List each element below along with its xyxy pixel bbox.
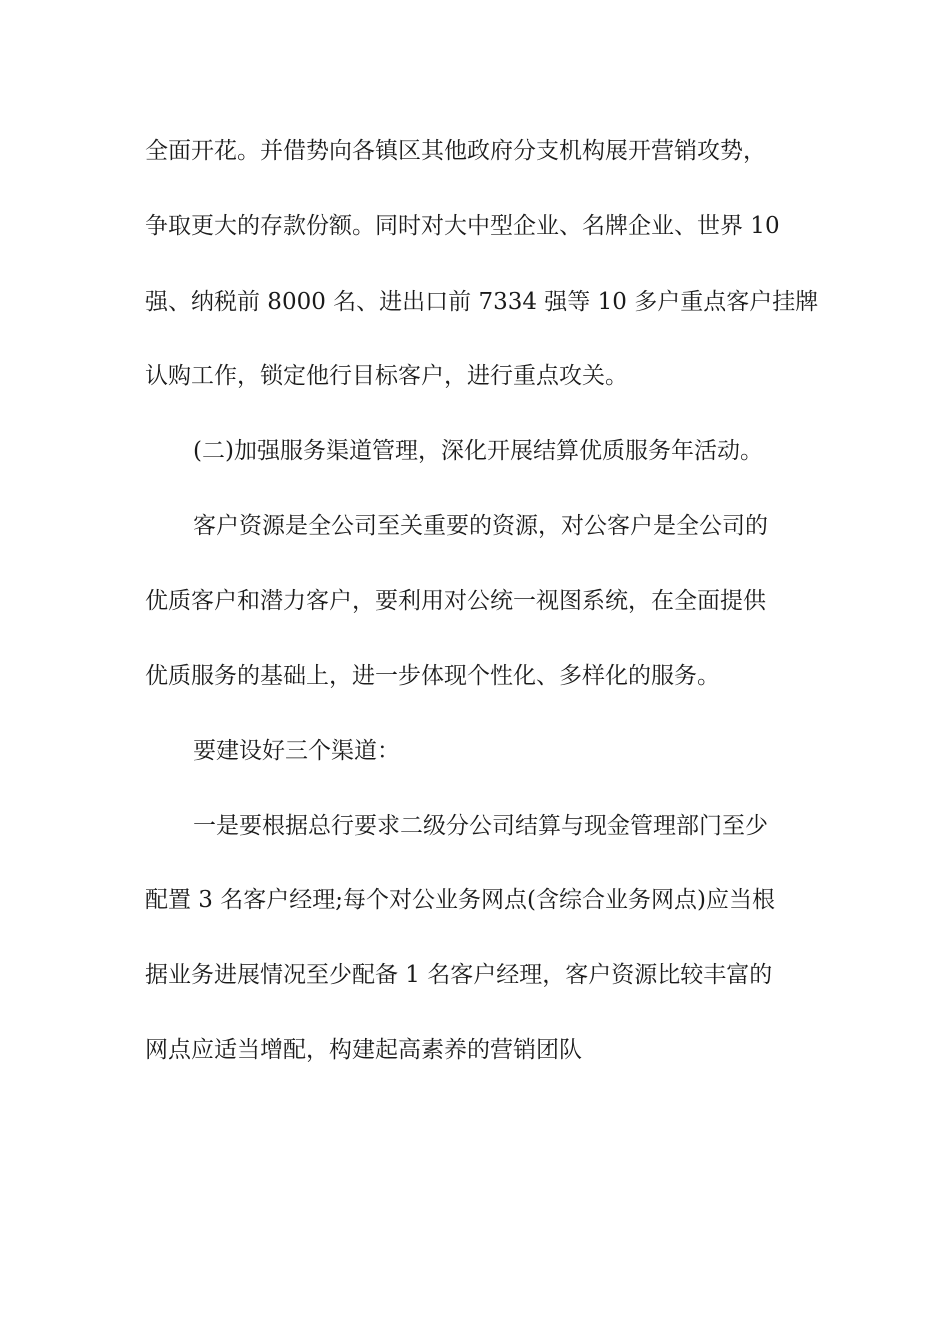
section-heading: (二)加强服务渠道管理，深化开展结算优质服务年活动。 [193,438,763,464]
text-line: 优质服务的基础上，进一步体现个性化、多样化的服务。 [145,663,720,689]
text-line: 一是要根据总行要求二级分公司结算与现金管理部门至少 [193,813,768,839]
text-line: 全面开花。并借势向各镇区其他政府分支机构展开营销攻势， [145,138,766,164]
text-line: 网点应适当增配，构建起高素养的营销团队 [145,1037,582,1063]
text-line: 争取更大的存款份额。同时对大中型企业、名牌企业、世界 10 [145,213,780,239]
text-line: 强、纳税前 8000 名、进出口前 7334 强等 10 多户重点客户挂牌 [145,289,819,315]
text-line: 据业务进展情况至少配备 1 名客户经理，客户资源比较丰富的 [145,962,773,988]
text-line: 客户资源是全公司至关重要的资源，对公客户是全公司的 [193,513,768,539]
text-line: 要建设好三个渠道： [193,738,400,764]
text-line: 配置 3 名客户经理;每个对公业务网点(含综合业务网点)应当根 [145,887,775,913]
text-line: 认购工作，锁定他行目标客户，进行重点攻关。 [145,363,628,389]
text-line: 优质客户和潜力客户，要利用对公统一视图系统，在全面提供 [145,588,766,614]
